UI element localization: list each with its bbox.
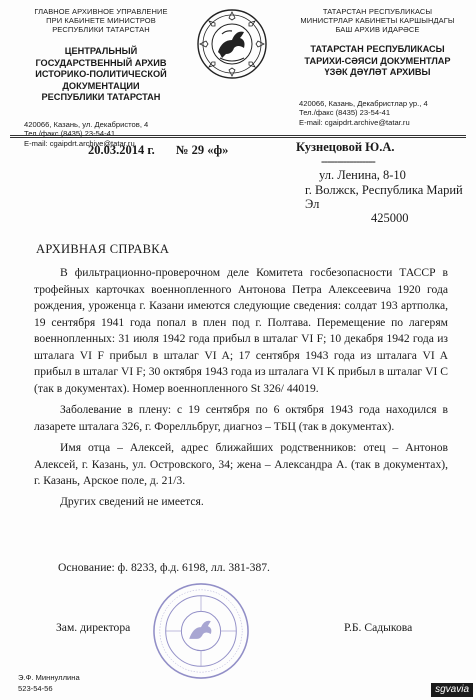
body-paragraph: Имя отца – Алексей, адрес ближайших родственников: отец – Антонов Алексей, г. Казань, ул. Островского, 34; жена – Александра А. (так в документах), г. Казань, Арское поле, д. 21/3.: [34, 441, 448, 487]
org-name-tt-line: ҮЗӘК ДӘҮЛӘТ АРХИВЫ: [324, 67, 431, 77]
executor-phone: 523-54-56: [18, 684, 53, 693]
ministry-ru-line: ГЛАВНОЕ АРХИВНОЕ УПРАВЛЕНИЕ: [34, 7, 168, 16]
executor-name: Э.Ф. Миннуллина: [18, 673, 80, 682]
ministry-ru-line: РЕСПУБЛИКИ ТАТАРСТАН: [52, 25, 150, 34]
header-right-block: [285, 7, 470, 127]
document-body: [34, 265, 448, 510]
letter-date: 20.03.2014 г.: [88, 143, 155, 157]
address-tt-line: E-mail: cgaipdrt.archive@tatar.ru: [299, 117, 410, 127]
recipient-postcode: 425000: [371, 211, 409, 226]
header-divider: [10, 135, 466, 136]
ministry-tt-line: БАШ АРХИВ ИДАРӘСЕ: [335, 25, 420, 34]
recipient-block: [296, 140, 466, 225]
address-tt: [285, 99, 470, 128]
tatarstan-emblem-icon: [196, 8, 268, 80]
org-name-ru: [12, 46, 190, 104]
org-name-ru-line: РЕСПУБЛИКИ ТАТАРСТАН: [41, 92, 161, 102]
document-basis: Основание: ф. 8233, ф.д. 6198, лл. 381-387.: [58, 561, 270, 574]
document-title: АРХИВНАЯ СПРАВКА: [36, 242, 170, 256]
recipient-street: ул. Ленина, 8-10: [319, 168, 406, 183]
watermark-label: sgvavia: [431, 683, 473, 697]
header-left-block: [12, 7, 190, 148]
letter-number: № 29 «ф»: [175, 143, 229, 157]
ministry-tt-line: ТАТАРСТАН РЕСПУБЛИКАСЫ: [322, 7, 433, 16]
org-name-tt-line: ТАРИХИ-СӘЯСИ ДОКУМЕНТЛАР: [304, 55, 451, 66]
address-tt-line: Тел./факс (8435) 23-54-41: [299, 108, 391, 118]
ministry-ru: [12, 7, 190, 34]
body-paragraph: Других сведений не имеется.: [60, 494, 204, 508]
org-name-tt-line: ТАТАРСТАН РЕСПУБЛИКАСЫ: [310, 44, 445, 54]
org-name-ru-line: ДОКУМЕНТАЦИИ: [62, 80, 140, 91]
org-name-ru-line: ГОСУДАРСТВЕННЫЙ АРХИВ: [35, 57, 167, 68]
ministry-tt: [285, 7, 470, 34]
org-name-tt: [285, 44, 470, 79]
header-divider: [10, 137, 466, 138]
body-paragraph: Заболевание в плену: с 19 сентября по 6 октября 1943 года находился в лазарете шталага 326, г. Форелльбруг, диагноз – ТБЦ (так в документах).: [34, 403, 448, 433]
recipient-dash: -----------------: [321, 154, 375, 169]
signer-position: Зам. директора: [56, 621, 131, 634]
org-name-ru-line: ЦЕНТРАЛЬНЫЙ: [64, 46, 138, 56]
org-name-ru-line: ИСТОРИКО-ПОЛИТИЧЕСКОЙ: [35, 69, 167, 79]
address-ru-line: E-mail: cgaipdrt.archive@tatar.ru: [24, 138, 135, 148]
address-ru-line: Тел./факс (8435) 23-54-41: [24, 129, 116, 139]
executor-block: [18, 672, 80, 694]
address-ru-line: 420066, Казань, ул. Декабристов, 4: [24, 119, 149, 129]
signer-name: Р.Б. Садыкова: [344, 621, 413, 634]
archive-seal-stamp: [152, 582, 250, 680]
address-tt-line: 420066, Казань, Декабристлар ур., 4: [299, 98, 428, 108]
ministry-ru-line: ПРИ КАБИНЕТЕ МИНИСТРОВ: [46, 16, 156, 25]
recipient-city: г. Волжск, Республика Марий Эл: [305, 182, 463, 211]
letter-date-number: [88, 143, 228, 158]
body-paragraph: В фильтрационно-проверочном деле Комитета госбезопасности ТАССР в трофейных карточках военнопленного Антонова Петра Алексеевича 1920 года рождения, уроженца г. Казани имеются следующие сведения: солдат 193 артполка, 19 сентября 1941 года попал в плен под г. Полтава. Перемещение по лагерям военнопленных: 31 июля 1942 года прибыл в шталаг VI F; 10 декабря 1942 года из шталага VI F прибыл в шталаг VI A; 17 сентября 1943 года из шталага VI A прибыл в шталаг VI F; 30 октября 1943 года из шталага VI K прибыл в шталаг VI C (так в документах). Номер военнопленного St 326/ 44019.: [34, 266, 448, 395]
ministry-tt-line: МИНИСТРЛАР КАБИНЕТЫ КАРШЫНДАГЫ: [300, 16, 455, 25]
recipient-name: Кузнецовой Ю.А.: [296, 140, 395, 154]
